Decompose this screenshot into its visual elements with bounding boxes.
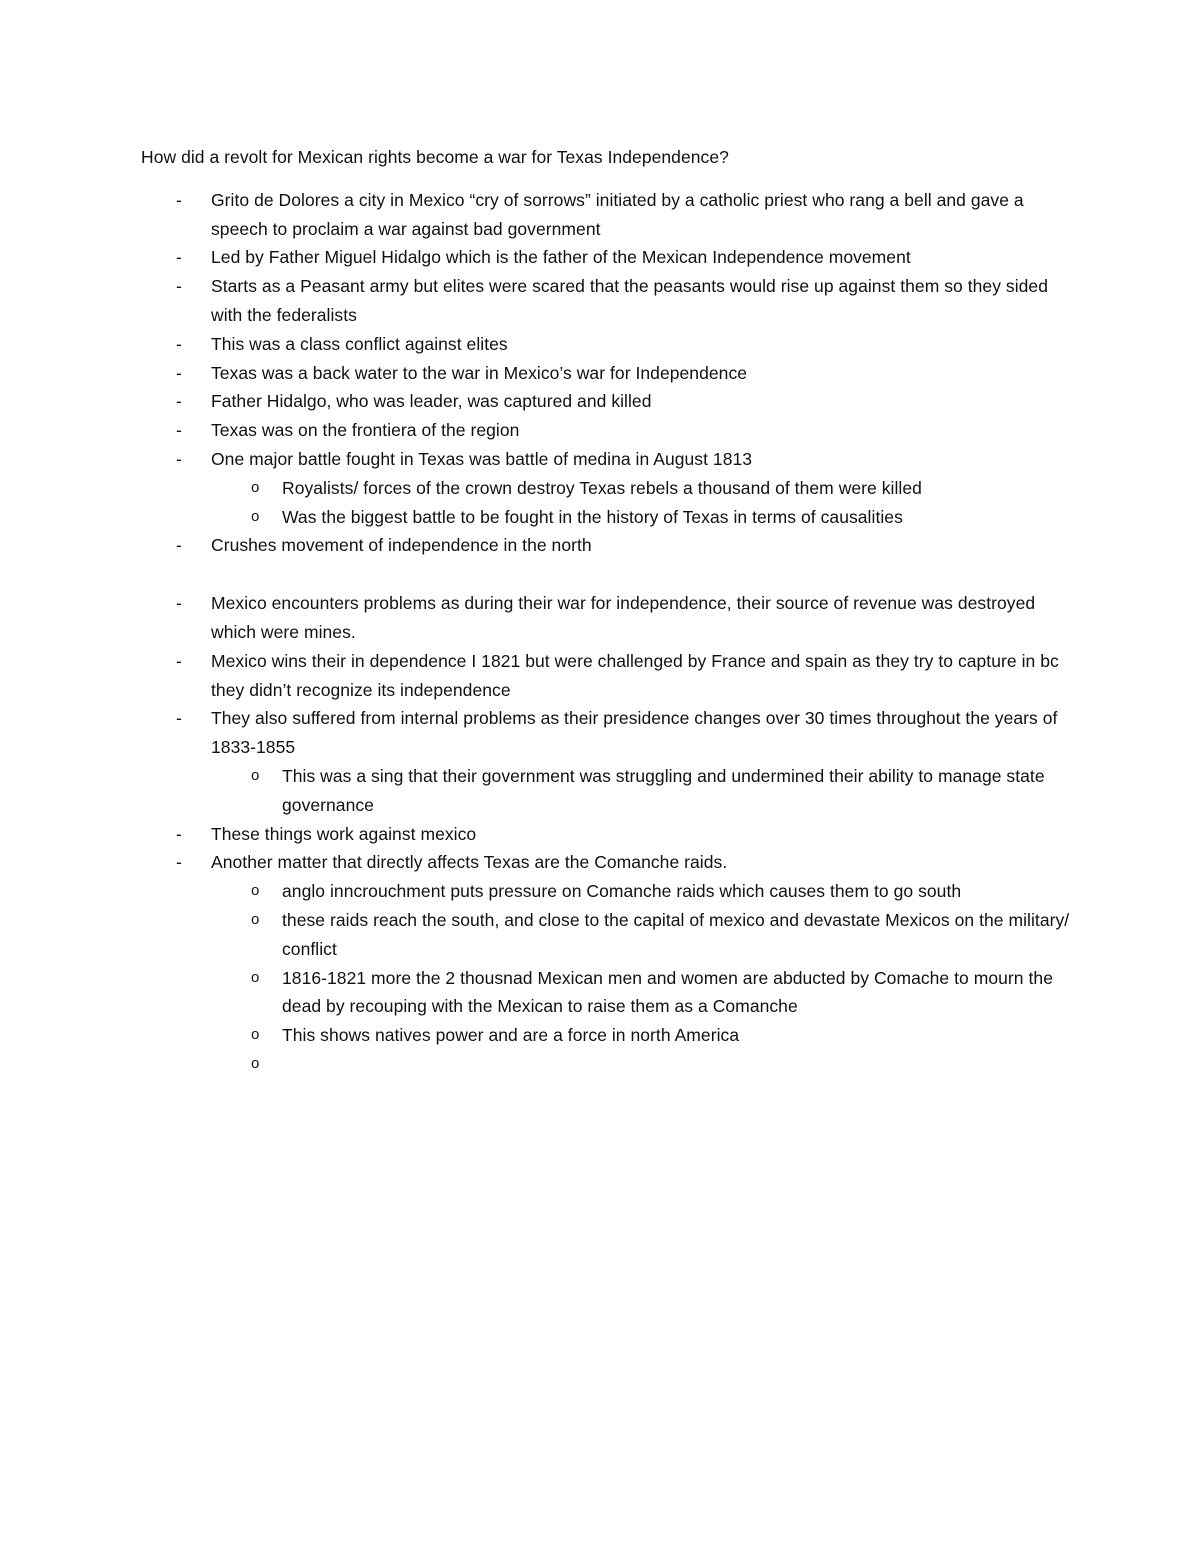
bullet-item — [141, 243, 1071, 272]
dash-marker: - — [176, 420, 182, 441]
bullet-text: Starts as a Peasant army but elites were scared that the peasants would rise up against them so they sided with the federalists — [211, 276, 1049, 325]
circle-marker: o — [251, 1054, 260, 1072]
bullet-item — [141, 820, 1071, 849]
bullet-text: Mexico wins their in dependence I 1821 but were challenged by France and spain as they try to capture in bc they didn’t recognize its independence — [211, 650, 1059, 700]
sub-bullet-item — [211, 474, 1071, 503]
sub-bullet-list — [211, 474, 1071, 532]
dash-marker: - — [176, 362, 182, 383]
bullet-text: This was a class conflict against elites — [211, 333, 508, 354]
bullet-item — [141, 359, 1071, 388]
document-body — [141, 143, 1071, 1079]
bullet-item — [141, 387, 1071, 416]
dash-marker: - — [176, 650, 182, 671]
sub-bullet-item — [211, 503, 1071, 532]
bullet-item — [141, 647, 1071, 705]
sub-bullet-text: This shows natives power and are a force in north America — [282, 1025, 740, 1046]
bullet-text: These things work against mexico — [211, 823, 477, 844]
paragraph-gap — [141, 560, 1071, 589]
dash-marker: - — [176, 593, 182, 614]
bullet-list-section-1 — [141, 186, 1071, 560]
dash-marker: - — [176, 391, 182, 412]
bullet-text: Texas was on the frontiera of the region — [211, 420, 520, 441]
circle-marker: o — [251, 507, 260, 525]
sub-bullet-text: Was the biggest battle to be fought in the history of Texas in terms of causalities — [282, 506, 903, 527]
dash-marker: - — [176, 189, 182, 210]
sub-bullet-list — [211, 762, 1071, 820]
circle-marker: o — [251, 968, 260, 986]
bullet-item — [141, 272, 1071, 330]
bullet-text: Crushes movement of independence in the north — [211, 535, 592, 556]
dash-marker: - — [176, 247, 182, 268]
bullet-text: Texas was a back water to the war in Mexico’s war for Independence — [211, 362, 748, 383]
bullet-item — [141, 848, 1071, 1078]
dash-marker: - — [176, 333, 182, 354]
sub-bullet-text: This was a sing that their government was struggling and undermined their ability to manage state governance — [282, 765, 1045, 815]
bullet-item — [141, 186, 1071, 244]
circle-marker: o — [251, 1026, 260, 1044]
bullet-text: Grito de Dolores a city in Mexico “cry of sorrows” initiated by a catholic priest who rang a bell and gave a speech to proclaim a war against bad government — [211, 189, 1024, 239]
sub-bullet-text: Royalists/ forces of the crown destroy Texas rebels a thousand of them were killed — [282, 477, 922, 498]
sub-bullet-item — [211, 1021, 1071, 1050]
dash-marker: - — [176, 823, 182, 844]
circle-marker: o — [251, 766, 260, 784]
sub-bullet-item — [211, 762, 1071, 820]
dash-marker: - — [176, 448, 182, 469]
bullet-item — [141, 589, 1071, 647]
bullet-text: Led by Father Miguel Hidalgo which is the father of the Mexican Independence movement — [211, 247, 911, 268]
bullet-item — [141, 531, 1071, 560]
bullet-list-section-2 — [141, 589, 1071, 1079]
sub-bullet-item — [211, 877, 1071, 906]
bullet-item — [141, 416, 1071, 445]
circle-marker: o — [251, 910, 260, 928]
bullet-text: Father Hidalgo, who was leader, was captured and killed — [211, 391, 652, 412]
sub-bullet-text: 1816-1821 more the 2 thousnad Mexican men and women are abducted by Comache to mourn the dead by recouping with the Mexican to raise them as a Comanche — [282, 967, 1053, 1017]
dash-marker: - — [176, 535, 182, 556]
sub-bullet-item — [211, 964, 1071, 1022]
circle-marker: o — [251, 478, 260, 496]
bullet-item — [141, 445, 1071, 531]
sub-bullet-text: these raids reach the south, and close to the capital of mexico and devastate Mexicos on the military/ conflict — [282, 909, 1070, 959]
bullet-text: One major battle fought in Texas was battle of medina in August 1813 — [211, 448, 753, 469]
circle-marker: o — [251, 882, 260, 900]
sub-bullet-item — [211, 906, 1071, 964]
empty-sub-bullet-item — [211, 1050, 1071, 1079]
bullet-item — [141, 330, 1071, 359]
dash-marker: - — [176, 708, 182, 729]
document-title: How did a revolt for Mexican rights become a war for Texas Independence? — [141, 147, 729, 167]
bullet-item — [141, 704, 1071, 819]
bullet-text: They also suffered from internal problems as their presidence changes over 30 times throughout the years of 1833-1855 — [211, 708, 1058, 758]
sub-bullet-list — [211, 877, 1071, 1079]
bullet-text: Another matter that directly affects Texas are the Comanche raids. — [211, 852, 728, 873]
bullet-text: Mexico encounters problems as during their war for independence, their source of revenue was destroyed which were mines. — [211, 593, 1036, 642]
sub-bullet-text: anglo inncrouchment puts pressure on Comanche raids which causes them to go south — [282, 881, 962, 902]
dash-marker: - — [176, 852, 182, 873]
dash-marker: - — [176, 276, 182, 297]
